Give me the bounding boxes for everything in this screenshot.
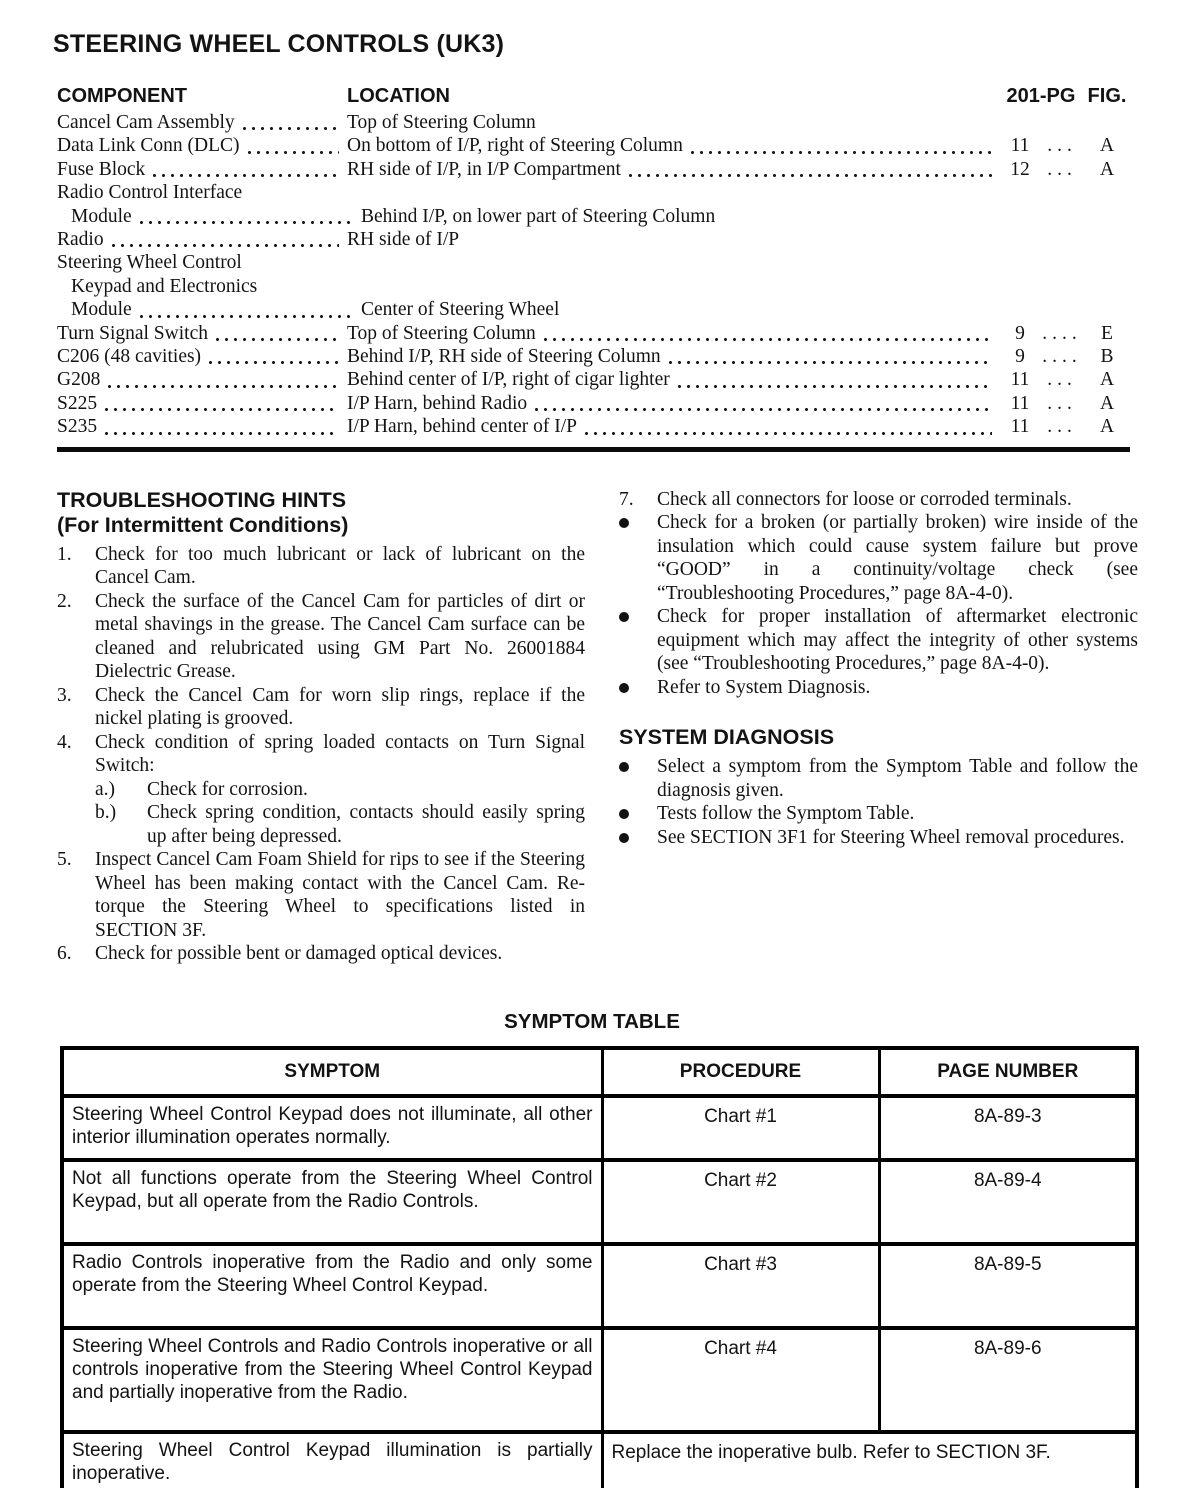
item-number: 6. <box>57 943 72 965</box>
dot-leader <box>214 322 341 345</box>
column-header-component: COMPONENT <box>57 85 187 107</box>
symptom-cell: Not all functions operate from the Steering Wheel Control Keypad, but all operate from the Radio Controls. <box>62 1160 602 1244</box>
dot-leader <box>207 345 341 368</box>
component-cell <box>57 298 361 321</box>
component-name: Radio Control Interface <box>57 182 243 204</box>
symptom-cell: Steering Wheel Controls and Radio Controls inoperative or all controls inoperative from the Steering Wheel Control Keypad and partially inoperative from the Radio. <box>62 1328 602 1432</box>
component-name: C206 (48 cavities) <box>57 346 202 368</box>
location-cell <box>347 158 1130 181</box>
dot-leader <box>138 205 355 228</box>
procedure-cell: Chart #1 <box>602 1096 879 1160</box>
hint-item <box>619 488 1138 512</box>
component-row <box>57 228 1130 251</box>
component-name: S235 <box>57 416 98 438</box>
hint-item <box>619 511 1138 605</box>
page-number: 11 <box>1010 392 1030 414</box>
column-header-fig: FIG. <box>1087 85 1127 107</box>
symptom-column-header: SYMPTOM <box>62 1048 602 1096</box>
hint-item <box>57 684 585 731</box>
hint-item <box>57 848 585 942</box>
location-cell <box>347 111 1130 134</box>
dot-leader <box>689 134 994 157</box>
component-name: S225 <box>57 392 98 414</box>
troubleshooting-section <box>57 488 1138 966</box>
bullet-icon <box>619 833 629 843</box>
item-text: Check for too much lubricant or lack of lubricant on the Cancel Cam. <box>95 543 585 589</box>
component-row <box>57 134 1130 157</box>
item-text: Check for a broken (or partially broken) wire inside of the insulation which could cause system failure but prove “GOOD” in a continuity/voltage check (see “Troubleshooting Procedures,” page 8A-4-0). <box>657 512 1138 604</box>
component-row <box>57 111 1130 134</box>
figure-letter: A <box>1099 416 1115 438</box>
component-name: Data Link Conn (DLC) <box>57 135 240 157</box>
item-text: See SECTION 3F1 for Steering Wheel removal procedures. <box>657 826 1125 848</box>
component-row <box>57 181 1130 204</box>
component-name: Cancel Cam Assembly <box>57 112 235 133</box>
page-number-column-header: PAGE NUMBER <box>879 1048 1137 1096</box>
component-row <box>57 298 1130 321</box>
dot-leader <box>151 158 341 181</box>
mid-dots: .... <box>1042 346 1082 368</box>
location-text: Behind I/P, RH side of Steering Column <box>347 346 661 368</box>
location-cell <box>347 322 1130 345</box>
location-text: Behind center of I/P, right of cigar lighter <box>347 369 670 391</box>
location-cell <box>361 275 1130 298</box>
component-row <box>57 368 1130 391</box>
symptom-cell: Radio Controls inoperative from the Radio and only some operate from the Steering Wheel Control Keypad. <box>62 1244 602 1328</box>
procedure-cell: Replace the inoperative bulb. Refer to SECTION 3F. <box>602 1432 1137 1488</box>
symptom-table-header-row <box>62 1048 1137 1096</box>
component-cell <box>57 251 347 274</box>
component-row <box>57 251 1130 274</box>
dot-leader <box>241 111 341 134</box>
mid-dots: ... <box>1047 369 1077 391</box>
component-name: Steering Wheel Control <box>57 252 242 274</box>
page-number-cell: 8A-89-3 <box>879 1096 1137 1160</box>
dot-leader <box>106 368 341 391</box>
sub-item-label: a.) <box>95 778 116 800</box>
item-text: Refer to System Diagnosis. <box>657 676 871 698</box>
item-number: 2. <box>57 590 72 612</box>
bullet-icon <box>619 612 629 622</box>
diagnosis-item <box>619 826 1138 850</box>
diagnosis-item <box>619 755 1138 802</box>
hint-item <box>619 676 1138 700</box>
dot-leader <box>583 415 994 438</box>
location-text: Top of Steering Column <box>347 112 536 133</box>
system-diagnosis-heading: SYSTEM DIAGNOSIS <box>619 725 835 750</box>
dot-leader <box>667 345 994 368</box>
component-cell <box>57 111 347 134</box>
component-name: Turn Signal Switch <box>57 322 208 344</box>
component-name: Module <box>71 299 132 321</box>
troubleshooting-heading-line1: TROUBLESHOOTING HINTS <box>57 487 347 512</box>
location-text: I/P Harn, behind center of I/P <box>347 416 577 438</box>
symptom-row <box>62 1244 1137 1328</box>
hint-item <box>619 605 1138 676</box>
location-cell <box>361 205 1130 228</box>
location-text: Center of Steering Wheel <box>361 299 560 321</box>
troubleshooting-heading <box>57 488 585 538</box>
location-text: Behind I/P, on lower part of Steering Column <box>361 205 716 227</box>
page-title: STEERING WHEEL CONTROLS (UK3) <box>53 30 505 58</box>
diagnosis-item <box>619 802 1138 826</box>
bullet-marker <box>619 826 657 850</box>
dot-leader <box>676 368 994 391</box>
bullet-marker <box>619 755 657 802</box>
item-text: Check all connectors for loose or corroded terminals. <box>657 488 1072 510</box>
sub-item-text: Check for corrosion. <box>147 778 308 800</box>
component-cell <box>57 415 347 438</box>
procedure-cell: Chart #2 <box>602 1160 879 1244</box>
component-name: Fuse Block <box>57 158 146 180</box>
location-text: RH side of I/P <box>347 229 460 251</box>
troubleshooting-hint-list-continued <box>619 488 1138 700</box>
symptom-row <box>62 1328 1137 1432</box>
page-number: 11 <box>1010 135 1030 157</box>
component-table-rows <box>57 111 1130 439</box>
troubleshooting-heading-line2: (For Intermittent Conditions) <box>57 512 349 537</box>
page-number-cell: 8A-89-5 <box>879 1244 1137 1328</box>
location-cell <box>347 181 1130 204</box>
item-text: Select a symptom from the Symptom Table and follow the diagnosis given. <box>657 756 1138 801</box>
system-diagnosis-list <box>619 755 1138 849</box>
figure-letter: A <box>1099 135 1115 157</box>
item-number: 7. <box>619 488 634 510</box>
component-row <box>57 322 1130 345</box>
bullet-marker <box>619 676 657 700</box>
hint-item <box>57 543 585 590</box>
figure-letter: A <box>1099 158 1115 180</box>
component-row <box>57 205 1130 228</box>
symptom-row <box>62 1160 1137 1244</box>
page-number-cell: 8A-89-4 <box>879 1160 1137 1244</box>
dot-leader <box>103 392 341 415</box>
figure-letter: A <box>1099 392 1115 414</box>
procedure-cell: Chart #3 <box>602 1244 879 1328</box>
mid-dots: ... <box>1047 392 1077 414</box>
hint-item <box>57 731 585 849</box>
dot-leader <box>533 392 994 415</box>
location-cell <box>347 392 1130 415</box>
dot-leader <box>246 134 341 157</box>
mid-dots: .... <box>1042 322 1082 344</box>
troubleshooting-right-column <box>619 488 1138 966</box>
bullet-icon <box>619 809 629 819</box>
component-cell <box>57 345 347 368</box>
location-cell <box>361 298 1130 321</box>
location-cell <box>347 368 1130 391</box>
component-cell <box>57 158 347 181</box>
bullet-marker <box>619 605 657 676</box>
item-text: Check the surface of the Cancel Cam for particles of dirt or metal shavings in the grease. The Cancel Cam surface can be cleaned and relubricated using GM Part No. 26001884 Dielectric Grease. <box>95 590 585 683</box>
symptom-row <box>62 1096 1137 1160</box>
component-cell <box>57 228 347 251</box>
page-number: 11 <box>1010 369 1030 391</box>
location-cell <box>347 415 1130 438</box>
figure-letter: A <box>1099 369 1115 391</box>
troubleshooting-hint-list <box>57 543 585 966</box>
symptom-cell: Steering Wheel Control Keypad illumination is partially inoperative. <box>62 1432 602 1488</box>
component-row <box>57 275 1130 298</box>
location-text: RH side of I/P, in I/P Compartment <box>347 158 621 180</box>
item-number: 4. <box>57 731 72 753</box>
location-text: On bottom of I/P, right of Steering Column <box>347 135 683 157</box>
page-number: 11 <box>1010 416 1030 438</box>
component-row <box>57 392 1130 415</box>
page-number-cell: 8A-89-6 <box>879 1328 1137 1432</box>
bullet-icon <box>619 683 629 693</box>
hint-item <box>57 590 585 684</box>
component-row <box>57 345 1130 368</box>
location-text: I/P Harn, behind Radio <box>347 392 528 414</box>
sub-item-text: Check spring condition, contacts should easily spring up after being depressed. <box>147 802 585 847</box>
mid-dots: ... <box>1047 416 1077 438</box>
sub-item <box>95 778 585 802</box>
symptom-row <box>62 1432 1137 1488</box>
location-cell <box>347 251 1130 274</box>
dot-leader <box>627 158 994 181</box>
component-cell <box>57 181 347 204</box>
procedure-column-header: PROCEDURE <box>602 1048 879 1096</box>
figure-letter: B <box>1100 346 1114 368</box>
symptom-cell: Steering Wheel Control Keypad does not illuminate, all other interior illumination operates normally. <box>62 1096 602 1160</box>
sub-item-label: b.) <box>95 802 117 824</box>
dot-leader <box>138 298 355 321</box>
item-number: 3. <box>57 684 72 706</box>
item-number: 5. <box>57 849 72 871</box>
component-cell <box>57 392 347 415</box>
bullet-icon <box>619 518 629 528</box>
item-text: Tests follow the Symptom Table. <box>657 803 915 825</box>
item-text: Inspect Cancel Cam Foam Shield for rips to see if the Steering Wheel has been making contact with the Cancel Cam. Re-torque the Steering Wheel to specifications listed in SECTION 3F. <box>95 849 585 941</box>
component-table-header <box>57 85 1130 108</box>
component-location-table <box>57 85 1130 439</box>
column-header-location: LOCATION <box>347 85 450 107</box>
procedure-cell: Chart #4 <box>602 1328 879 1432</box>
page-number: 12 <box>1010 158 1030 180</box>
component-cell <box>57 275 361 298</box>
location-cell <box>347 134 1130 157</box>
component-cell <box>57 134 347 157</box>
hint-item <box>57 942 585 966</box>
component-cell <box>57 322 347 345</box>
dot-leader <box>542 322 994 345</box>
page-number: 9 <box>1015 346 1025 368</box>
symptom-table-title: SYMPTOM TABLE <box>504 1009 680 1033</box>
component-row <box>57 415 1130 438</box>
location-text: Top of Steering Column <box>347 322 536 344</box>
sub-item <box>95 801 585 848</box>
component-cell <box>57 205 361 228</box>
item-text: Check condition of spring loaded contacts on Turn Signal Switch: a.) Check for corrosion. b.) Check spring condition, contacts should easily spring up after being depressed. <box>95 731 585 847</box>
bullet-marker <box>619 802 657 826</box>
item-text: Check the Cancel Cam for worn slip rings, replace if the nickel plating is grooved. <box>95 684 585 730</box>
symptom-table <box>60 1046 1139 1488</box>
figure-letter: E <box>1101 322 1113 344</box>
mid-dots: ... <box>1047 158 1077 180</box>
mid-dots: ... <box>1047 135 1077 157</box>
section-divider-rule <box>57 447 1130 452</box>
item-number: 1. <box>57 543 72 565</box>
dot-leader <box>103 415 341 438</box>
column-header-page: 201-PG <box>1006 85 1076 107</box>
item-text: Check for proper installation of aftermarket electronic equipment which may affect the integrity of other systems (see “Troubleshooting Procedures,” page 8A-4-0). <box>657 606 1138 675</box>
item-text: Check for possible bent or damaged optical devices. <box>95 943 503 965</box>
location-cell <box>347 345 1130 368</box>
component-row <box>57 158 1130 181</box>
component-name: Radio <box>57 229 104 251</box>
dot-leader <box>110 228 341 251</box>
component-cell <box>57 368 347 391</box>
component-name: Module <box>71 205 132 227</box>
location-cell <box>347 228 1130 251</box>
page-number: 9 <box>1015 322 1025 344</box>
component-name: Keypad and Electronics <box>71 275 258 297</box>
troubleshooting-left-column <box>57 488 585 966</box>
bullet-marker <box>619 511 657 605</box>
component-name: G208 <box>57 369 101 391</box>
bullet-icon <box>619 762 629 772</box>
